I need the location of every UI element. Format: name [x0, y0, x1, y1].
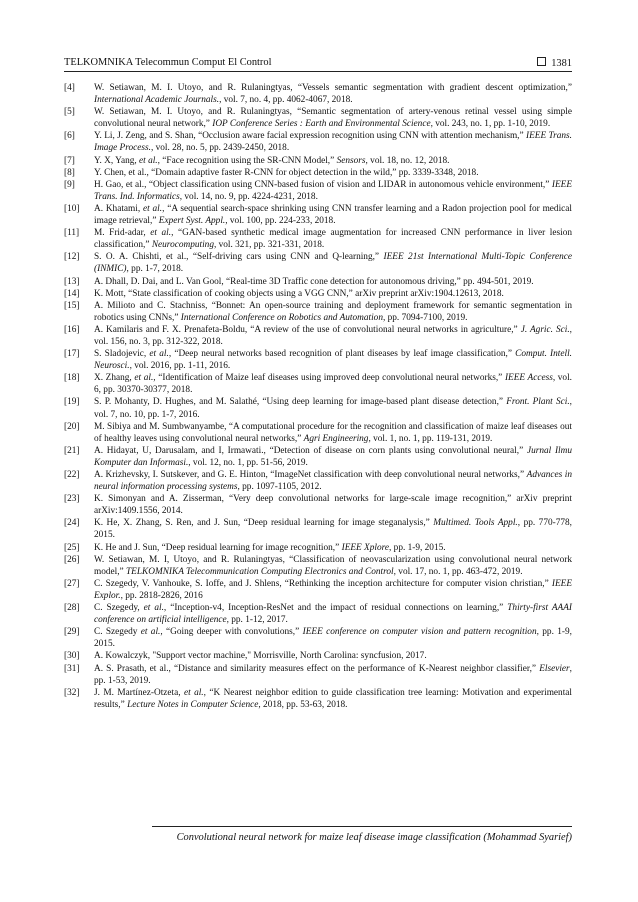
reference-item — [64, 251, 572, 275]
reference-italic-text: Comput. Intell. Neurosci. — [94, 349, 573, 372]
reference-text: , “GAN-based synthetic medical image augmentation for increased CNN performance in liver lesion classification,” — [94, 228, 572, 251]
square-bullet-icon — [537, 57, 546, 66]
reference-italic-text: et al. — [149, 349, 169, 360]
reference-item — [64, 626, 572, 650]
reference-number: [22] — [64, 470, 80, 480]
reference-italic-text: Expert Syst. Appl. — [158, 216, 226, 227]
reference-text: A. Dhall, D. Dai, and L. Van Gool, “Real-time 3D Traffic cone detection for autonomous driving,” pp. 494-501, 2019. — [94, 276, 534, 287]
reference-text: W. Setiawan, M. I, Utoyo, and R. Rulaningtyas, “Classification of neovascularization using convolutional neural network model,” — [94, 554, 572, 577]
reference-text: , vol. 17, no. 1, pp. 463-472, 2019. — [393, 566, 523, 577]
reference-text: , vol. 321, pp. 321-331, 2018. — [213, 240, 325, 251]
reference-text: M. Sibiya and M. Sumbwanyambe, “A computational procedure for the recognition and classification of maize leaf diseases out of healthy leaves using convolutional neural networks,” — [94, 421, 572, 444]
reference-item — [64, 106, 572, 130]
reference-italic-text: IOP Conference Series : Earth and Environmental Science — [212, 119, 431, 130]
reference-text: A. Kowalczyk, "Support vector machine," Morrisville, North Carolina: syncfusion, 2017. — [94, 651, 427, 662]
reference-text: , “A sequential search-space shrinking using CNN transfer learning and a Radon projection pool for medical image retrieval,” — [94, 203, 572, 227]
reference-text: , vol. 14, no. 9, pp. 4224-4231, 2018. — [179, 191, 318, 202]
reference-item — [64, 517, 572, 541]
reference-italic-text: J. Agric. Sci. — [520, 324, 570, 335]
journal-name: TELKOMNIKA Telecommun Comput El Control — [64, 57, 272, 68]
reference-text: , vol. 18, no. 12, 2018. — [365, 155, 450, 166]
reference-italic-text: et al. — [140, 627, 161, 638]
reference-number: [19] — [64, 397, 80, 408]
reference-number: [9] — [64, 179, 75, 190]
reference-italic-text: Lecture Notes in Computer Science — [127, 699, 259, 710]
reference-italic-text: et al. — [142, 203, 163, 214]
reference-text: , “Face recognition using the SR-CNN Model,” — [157, 155, 337, 166]
reference-italic-text: Sensors — [336, 155, 366, 166]
reference-item — [64, 663, 572, 687]
reference-item — [64, 82, 572, 106]
reference-text: pp. 1097-1105, 2012. — [239, 482, 322, 493]
reference-italic-text: et al. — [139, 155, 158, 166]
reference-item — [64, 203, 572, 227]
reference-text: A. Hidayat, U, Darusalam, and I, Irmawati., “Detection of disease on corn plants using convolutional neural,” — [94, 445, 527, 456]
reference-italic-text: Multimed. Tools Appl. — [433, 518, 518, 529]
reference-number: [16] — [64, 324, 80, 335]
reference-text: S. O. A. Chishti, et al., “Self-driving cars using CNN and Q-learning,” — [94, 252, 384, 263]
reference-text: K. He and J. Sun, “Deep residual learning for image recognition,” — [94, 542, 342, 553]
reference-number: [12] — [64, 252, 80, 263]
reference-number: [28] — [64, 603, 80, 614]
reference-text: , pp. 770-778, 2015. — [94, 518, 572, 541]
reference-italic-text: Jurnal Ilmu Komputer dan Informasi. — [94, 445, 572, 468]
reference-number: [8] — [64, 167, 75, 178]
reference-item — [64, 179, 572, 203]
reference-text: , vol. 2016, pp. 1-11, 2016. — [129, 361, 231, 372]
reference-item — [64, 445, 572, 469]
reference-text: , “Inception-v4, Inception-ResNet and the impact of residual connections on learning,” — [163, 603, 508, 614]
reference-number: [21] — [64, 445, 80, 456]
reference-item — [64, 493, 572, 517]
reference-item — [64, 372, 572, 396]
reference-number: [6] — [64, 131, 75, 142]
reference-text: “Identification of Maize leaf diseases using improved deep convolutional neural networks,” — [155, 373, 505, 384]
reference-item — [64, 554, 572, 578]
reference-text: K. Simonyan and A. Zisserman, “Very deep convolutional networks for large-scale image recognition,” arXiv preprint arXiv:1409.1556, 2014. — [94, 494, 572, 517]
reference-item — [64, 348, 572, 372]
reference-italic-text: Neurocomputing — [151, 240, 214, 251]
reference-text: pp. 1-9, 2015. — [94, 627, 572, 650]
page-number-block — [537, 57, 572, 69]
reference-number: [20] — [64, 421, 80, 432]
reference-italic-text: TELKOMNIKA Telecommunication Computing Electronics and Control — [126, 566, 394, 577]
reference-number: [32] — [64, 687, 80, 698]
reference-list — [64, 82, 572, 711]
reference-text: , vol. 243, no. 1, pp. 1-10, 2019. — [430, 119, 551, 130]
reference-italic-text: Agri Engineering — [303, 433, 369, 444]
reference-text: M. Frid-adar, — [94, 228, 151, 239]
reference-text: K. He, X. Zhang, S. Ren, and J. Sun, “Deep residual learning for image steganalysis,” — [94, 518, 434, 529]
reference-text: A. Kamilaris and F. X. Prenafeta-Boldu, “A review of the use of convolutional neural networks in agriculture,” — [94, 324, 521, 335]
reference-italic-text: IEEE Trans. Ind. Informatics — [94, 179, 572, 202]
reference-item — [64, 130, 572, 154]
reference-number: [25] — [64, 542, 80, 553]
reference-text: W. Setiawan, M. I. Utoyo, and R. Rulaningtyas, “Semantic segmentation of artery-venous retinal vessel using simple convolutional neural network,” — [94, 107, 572, 130]
reference-text: , vol. 12, no. 1, pp. 51-56, 2019. — [188, 457, 308, 468]
reference-text: , 2018, pp. 53-63, 2018. — [258, 699, 348, 710]
reference-text: , “Deep neural networks based recognition of plant diseases by leaf image classification,” — [168, 349, 516, 360]
reference-text: , vol. 28, no. 5, pp. 2439-2450, 2018. — [150, 143, 290, 154]
reference-item — [64, 324, 572, 348]
reference-item — [64, 602, 572, 626]
reference-number: [30] — [64, 651, 80, 662]
reference-text: C. Szegedy, V. Vanhouke, S. Ioffe, and J. Shlens, “Rethinking the inception architecture for computer vision christian,” — [94, 578, 552, 589]
reference-item — [64, 421, 572, 445]
reference-item — [64, 300, 572, 324]
reference-text: , vol. 1, no. 1, pp. 119-131, 2019. — [368, 433, 493, 444]
reference-italic-text: IEEE Access — [504, 373, 553, 384]
reference-text: , pp. 1-9, 2015. — [389, 542, 446, 553]
reference-text: H. Gao, et al., “Object classification using CNN-based fusion of vision and LIDAR in autonomous vehicle environment,” — [94, 179, 552, 190]
reference-text: , vol. 7, no. 10, pp. 1-7, 2016. — [94, 397, 572, 420]
reference-text: Y. Chen, et al., “Domain adaptive faster R-CNN for object detection in the wild,” pp. 3339-3348, 2018. — [94, 167, 479, 178]
reference-italic-text: et al. — [183, 687, 204, 698]
reference-text: , vol. 6, pp. 30370-30377, 2018. — [94, 373, 572, 396]
reference-text: X. Zhang, — [94, 373, 135, 384]
reference-text: S. P. Mohanty, D. Hughes, and M. Salathé, “Using deep learning for image-based plant disease detection,” — [94, 397, 507, 408]
reference-italic-text: IEEE 21st International Multi-Topic Conference (INMIC) — [94, 252, 572, 275]
reference-text: C. Szegedy, — [94, 603, 144, 614]
reference-text: , “K Nearest neighbor edition to guide classification tree learning: Motivation and experimental results,” — [94, 687, 573, 710]
reference-text: A. Khatami, — [94, 203, 143, 214]
reference-text: Y. X, Yang, — [94, 155, 140, 166]
reference-text: J. M. Martínez-Otzeta, — [94, 687, 184, 698]
reference-number: [15] — [64, 300, 80, 311]
reference-text: A. S. Prasath, et al., “Distance and similarity measures effect on the performance of K-Nearest neighbor classifier,” — [94, 663, 540, 674]
reference-text: , vol. 100, pp. 224-233, 2018. — [225, 216, 336, 227]
reference-text: , “Going deeper with convolutions,” — [160, 627, 303, 638]
reference-number: [18] — [64, 373, 80, 384]
reference-italic-text: et al. — [143, 603, 164, 614]
reference-text: A. Milioto and C. Stachniss, “Bonnet: An open-source training and deployment framework for semantic segmentation in robotics using CNNs,” — [94, 300, 572, 323]
reference-italic-text: IEEE Trans. Image Process. — [94, 131, 572, 154]
reference-number: [10] — [64, 203, 80, 214]
reference-italic-text: International Academic Journals. — [94, 95, 220, 106]
reference-number: [7] — [64, 155, 75, 166]
reference-text: , vol. 7, no. 4, pp. 4062-4067, 2018. — [219, 95, 353, 106]
running-header — [64, 57, 572, 72]
reference-number: [23] — [64, 494, 80, 505]
reference-text: , pp. 1-53, 2019. — [94, 663, 572, 686]
reference-item — [64, 687, 572, 711]
reference-text: W. Setiawan, M. I. Utoyo, and R. Rulaningtyas, “Vessels semantic segmentation with gradient descent optimization,” — [94, 83, 572, 93]
reference-item — [64, 276, 572, 288]
reference-item — [64, 469, 572, 493]
reference-number: [29] — [64, 627, 80, 638]
reference-number: [26] — [64, 554, 80, 565]
reference-text: , pp. 1-7, 2018. — [126, 264, 184, 275]
reference-text: pp. 7094-7100, 2019. — [385, 312, 468, 323]
reference-text: A. Krizhevsky, I. Sutskever, and G. E. Hinton, “ImageNet classification with deep convolutional neural networks,” — [94, 470, 527, 480]
reference-italic-text: et al., — [134, 373, 156, 384]
reference-text: S. Sladojevic, — [94, 349, 150, 360]
reference-item — [64, 155, 572, 167]
reference-text: , vol. 156, no. 3, pp. 312-322, 2018. — [94, 324, 572, 347]
reference-italic-text: IEEE conference on computer vision and pattern recognition, — [302, 627, 539, 638]
reference-italic-text: IEEE Explor. — [94, 578, 572, 601]
reference-number: [31] — [64, 663, 80, 674]
reference-number: [27] — [64, 578, 80, 589]
reference-item — [64, 650, 572, 662]
reference-italic-text: Thirty-first AAAI conference on artificial intelligence, — [94, 603, 572, 626]
reference-item — [64, 542, 572, 554]
reference-number: [11] — [64, 228, 80, 239]
reference-italic-text: Advances in neural information processing systems, — [94, 470, 572, 493]
running-footer: Convolutional neural network for maize leaf disease image classification (Mohammad Syarief) — [152, 826, 572, 843]
reference-number: [13] — [64, 276, 80, 287]
reference-text: K. Mott, “State classification of cooking objects using a VGG CNN,” arXiv preprint arXiv:1904.12613, 2018. — [94, 288, 504, 299]
reference-item — [64, 578, 572, 602]
reference-number: [5] — [64, 107, 75, 118]
reference-text: C. Szegedy — [94, 627, 141, 638]
reference-text: pp. 1-12, 2017. — [228, 615, 288, 626]
reference-number: [4] — [64, 83, 75, 93]
reference-item — [64, 227, 572, 251]
reference-italic-text: Front. Plant Sci. — [506, 397, 570, 408]
reference-text: , pp. 2818-2826, 2016 — [120, 590, 203, 601]
reference-number: [24] — [64, 518, 80, 529]
reference-number: [14] — [64, 288, 80, 299]
reference-item — [64, 167, 572, 179]
reference-text: Y. Li, J. Zeng, and S. Shan, “Occlusion aware facial expression recognition using CNN with attention mechanism,” — [94, 131, 526, 142]
reference-italic-text: International Conference on Robotics and Automation, — [180, 312, 386, 323]
reference-italic-text: IEEE Xplore — [341, 542, 390, 553]
reference-number: [17] — [64, 349, 80, 360]
reference-item — [64, 288, 572, 300]
page-number: 1381 — [551, 58, 572, 69]
reference-italic-text: Elsevier — [539, 663, 570, 674]
reference-italic-text: et al. — [150, 228, 172, 239]
reference-item — [64, 396, 572, 420]
